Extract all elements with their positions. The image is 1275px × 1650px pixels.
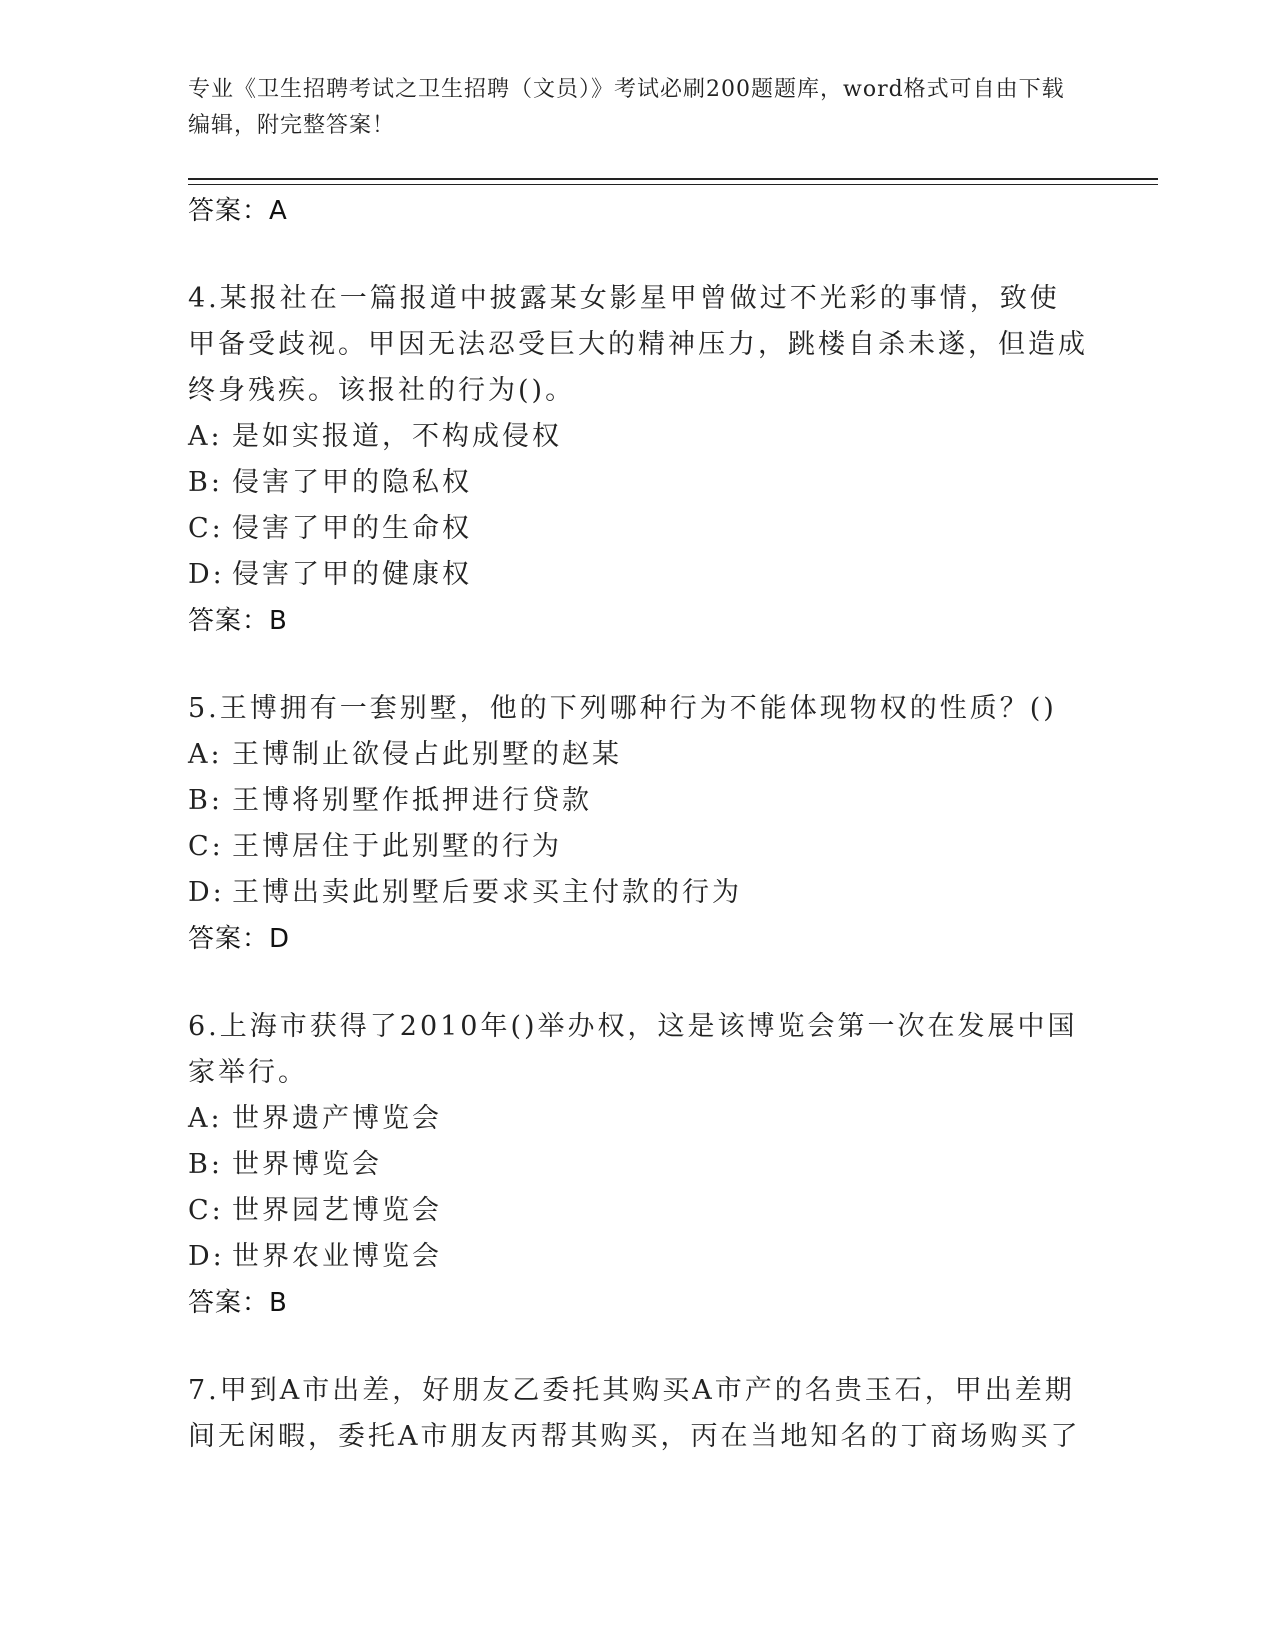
option-text: 是如实报道，不构成侵权 xyxy=(232,421,562,452)
option-a xyxy=(188,732,1088,778)
header-rule-thick xyxy=(188,178,1158,180)
option-text: 侵害了甲的生命权 xyxy=(232,513,472,544)
option-b xyxy=(188,460,1088,506)
option-a xyxy=(188,414,1088,460)
option-text: 王博将别墅作抵押进行贷款 xyxy=(232,785,592,816)
question-4 xyxy=(188,276,1088,644)
option-b xyxy=(188,1142,1088,1188)
option-letter: A: xyxy=(188,421,223,452)
option-letter: B: xyxy=(188,467,223,498)
answer-line: 答案：B xyxy=(188,606,288,636)
option-b xyxy=(188,778,1088,824)
option-d xyxy=(188,552,1088,598)
question-6 xyxy=(188,1004,1088,1326)
answer-line: 答案：A xyxy=(188,196,288,226)
option-letter: B: xyxy=(188,1149,223,1180)
option-text: 世界博览会 xyxy=(232,1149,382,1180)
header-rule-thin xyxy=(188,184,1158,185)
document-header: 专业《卫生招聘考试之卫生招聘（文员）》考试必刷200题题库，word格式可自由下载编辑，附完整答案！ xyxy=(188,77,1065,138)
option-letter: C: xyxy=(188,513,224,544)
answer-line: 答案：B xyxy=(188,1288,288,1318)
option-letter: A: xyxy=(188,1103,223,1134)
option-text: 侵害了甲的隐私权 xyxy=(232,467,472,498)
option-c xyxy=(188,824,1088,870)
option-text: 世界园艺博览会 xyxy=(232,1195,442,1226)
question-stem: 6.上海市获得了2010年()举办权，这是该博览会第一次在发展中国家举行。 xyxy=(188,1011,1078,1088)
option-letter: D: xyxy=(188,1241,225,1272)
option-text: 王博制止欲侵占此别墅的赵某 xyxy=(232,739,622,770)
option-letter: D: xyxy=(188,877,225,908)
option-letter: C: xyxy=(188,1195,224,1226)
option-letter: C: xyxy=(188,831,224,862)
option-c xyxy=(188,1188,1088,1234)
document-content xyxy=(188,188,1088,1460)
option-d xyxy=(188,870,1088,916)
question-5 xyxy=(188,686,1088,962)
option-letter: D: xyxy=(188,559,225,590)
answer-line: 答案：D xyxy=(188,924,291,954)
option-text: 王博出卖此别墅后要求买主付款的行为 xyxy=(232,877,742,908)
option-text: 世界农业博览会 xyxy=(232,1241,442,1272)
option-letter: B: xyxy=(188,785,223,816)
option-d xyxy=(188,1234,1088,1280)
option-text: 世界遗产博览会 xyxy=(232,1103,442,1134)
option-c xyxy=(188,506,1088,552)
question-stem: 7.甲到A市出差，好朋友乙委托其购买A市产的名贵玉石，甲出差期间无闲暇，委托A市朋友丙帮其购买，丙在当地知名的丁商场购买了 xyxy=(188,1375,1081,1452)
question-stem: 4.某报社在一篇报道中披露某女影星甲曾做过不光彩的事情，致使甲备受歧视。甲因无法忍受巨大的精神压力，跳楼自杀未遂，但造成终身残疾。该报社的行为()。 xyxy=(188,283,1088,406)
option-letter: A: xyxy=(188,739,223,770)
option-text: 侵害了甲的健康权 xyxy=(232,559,472,590)
option-a xyxy=(188,1096,1088,1142)
option-text: 王博居住于此别墅的行为 xyxy=(232,831,562,862)
question-stem: 5.王博拥有一套别墅，他的下列哪种行为不能体现物权的性质？() xyxy=(188,693,1057,724)
question-7 xyxy=(188,1368,1088,1460)
